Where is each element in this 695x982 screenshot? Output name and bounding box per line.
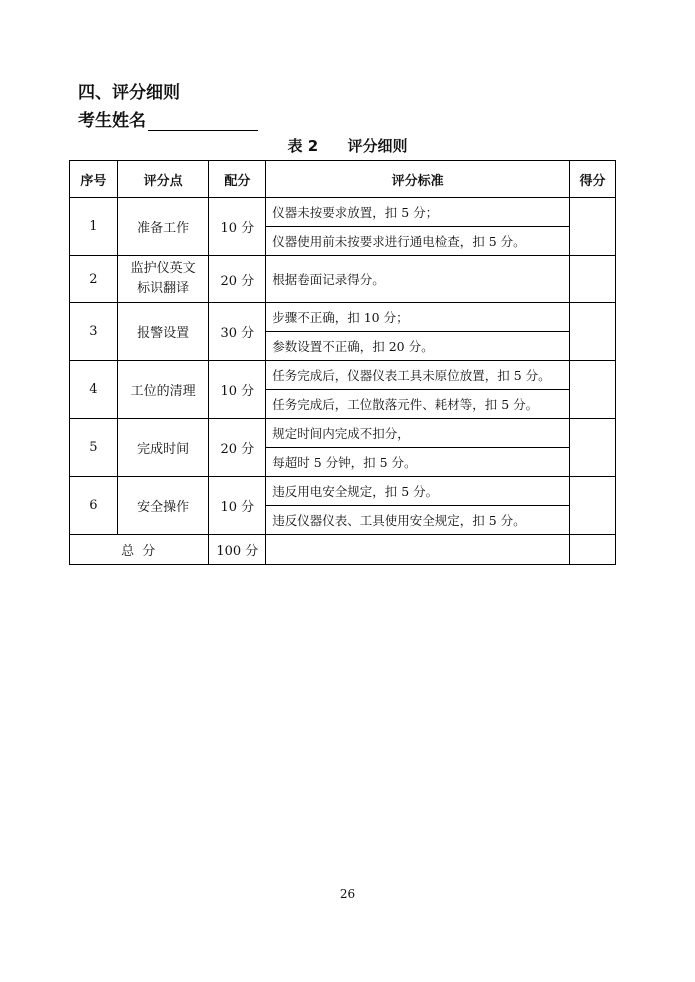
table-row xyxy=(70,303,616,332)
row-criterion: 每超时 5 分钟，扣 5 分。 xyxy=(266,448,570,477)
table-row xyxy=(70,198,616,227)
total-score-cell[interactable] xyxy=(570,535,616,565)
row-item: 完成时间 xyxy=(117,419,209,477)
row-points: 10 分 xyxy=(209,361,266,419)
scoring-table xyxy=(69,160,616,565)
score-cell[interactable] xyxy=(570,477,616,535)
table-row xyxy=(70,361,616,390)
table-row xyxy=(70,419,616,448)
total-criteria-empty xyxy=(266,535,570,565)
score-cell[interactable] xyxy=(570,303,616,361)
row-criterion: 仪器使用前未按要求进行通电检查，扣 5 分。 xyxy=(266,227,570,256)
header-score: 得分 xyxy=(570,161,616,198)
header-row xyxy=(70,161,616,198)
score-cell[interactable] xyxy=(570,361,616,419)
section-title: 四、评分细则 xyxy=(78,83,180,103)
table-caption xyxy=(0,135,695,156)
total-row xyxy=(70,535,616,565)
table-title: 评分细则 xyxy=(347,137,408,155)
row-points: 20 分 xyxy=(209,419,266,477)
row-seq: 1 xyxy=(70,198,118,256)
row-seq: 6 xyxy=(70,477,118,535)
row-seq: 5 xyxy=(70,419,118,477)
row-criterion: 任务完成后，仪器仪表工具未原位放置，扣 5 分。 xyxy=(266,361,570,390)
row-criterion: 步骤不正确，扣 10 分； xyxy=(266,303,570,332)
row-criterion: 参数设置不正确，扣 20 分。 xyxy=(266,332,570,361)
table-row xyxy=(70,477,616,506)
row-points: 10 分 xyxy=(209,198,266,256)
candidate-name-label: 考生姓名 xyxy=(78,111,146,131)
row-criterion: 根据卷面记录得分。 xyxy=(266,256,570,303)
row-points: 30 分 xyxy=(209,303,266,361)
row-seq: 3 xyxy=(70,303,118,361)
row-seq: 2 xyxy=(70,256,118,303)
score-cell[interactable] xyxy=(570,419,616,477)
row-criterion: 任务完成后，工位散落元件、耗材等，扣 5 分。 xyxy=(266,390,570,419)
score-cell[interactable] xyxy=(570,198,616,256)
row-criterion: 仪器未按要求放置，扣 5 分； xyxy=(266,198,570,227)
header-criteria: 评分标准 xyxy=(266,161,570,198)
row-seq: 4 xyxy=(70,361,118,419)
row-criterion: 违反仪器仪表、工具使用安全规定，扣 5 分。 xyxy=(266,506,570,535)
row-points: 10 分 xyxy=(209,477,266,535)
row-item: 报警设置 xyxy=(117,303,209,361)
table-row xyxy=(70,256,616,303)
row-points: 20 分 xyxy=(209,256,266,303)
header-seq: 序号 xyxy=(70,161,118,198)
total-label: 总 分 xyxy=(70,535,209,565)
row-item: 安全操作 xyxy=(117,477,209,535)
row-criterion: 规定时间内完成不扣分， xyxy=(266,419,570,448)
candidate-name-blank xyxy=(148,110,258,131)
row-item: 工位的清理 xyxy=(117,361,209,419)
header-points: 配分 xyxy=(209,161,266,198)
table-number: 表 2 xyxy=(287,137,319,155)
total-points: 100 分 xyxy=(209,535,266,565)
header-item: 评分点 xyxy=(117,161,209,198)
page-number: 26 xyxy=(339,887,356,901)
row-item: 准备工作 xyxy=(117,198,209,256)
score-cell[interactable] xyxy=(570,256,616,303)
row-item: 监护仪英文标识翻译 xyxy=(117,256,209,303)
candidate-name-line xyxy=(78,106,258,131)
row-criterion: 违反用电安全规定，扣 5 分。 xyxy=(266,477,570,506)
